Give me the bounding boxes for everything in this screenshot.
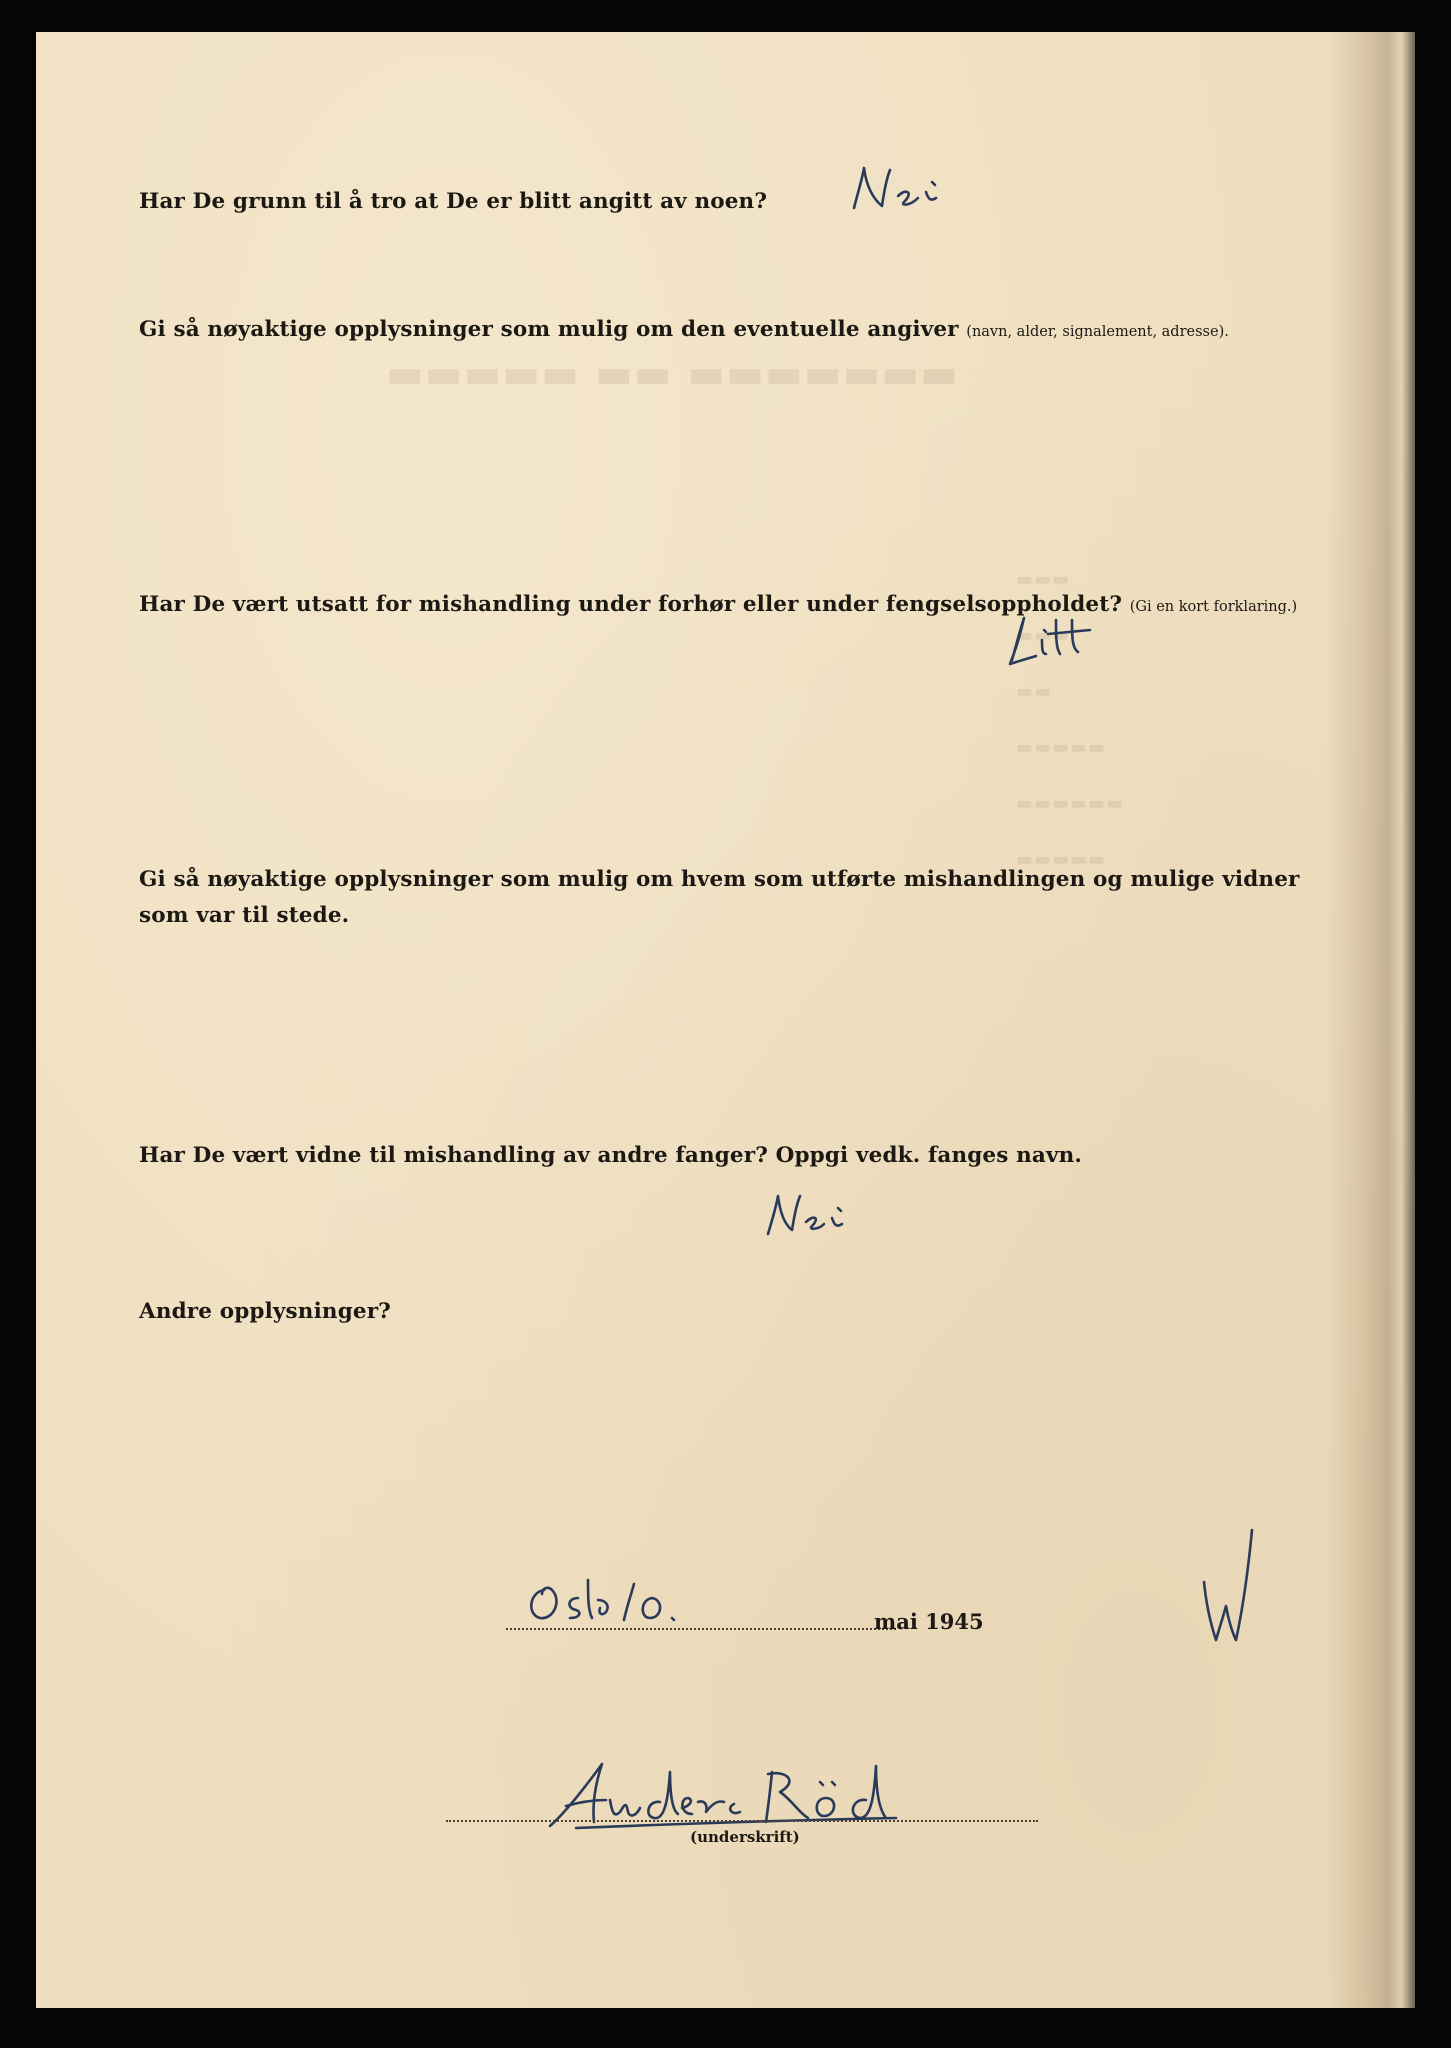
question-perpetrators bbox=[139, 862, 1300, 934]
question-mistreatment bbox=[139, 587, 1297, 625]
question-denounced bbox=[139, 184, 767, 220]
question-mistreatment-text: Har De vært utsatt for mishandling under forhør eller under fengselsoppholdet? bbox=[139, 592, 1123, 617]
bleed-through-text: ▬▬▬▬▬ ▬▬ ▬▬▬▬▬▬▬ bbox=[386, 350, 959, 397]
question-informer-details-text: Gi så nøyaktige opplysninger som mulig om den eventuelle angiver bbox=[139, 317, 959, 342]
question-perpetrators-line1: Gi så nøyaktige opplysninger som mulig om hvem som utførte mishandlingen og mulige vidner bbox=[139, 867, 1300, 892]
page-edge-shadow bbox=[1325, 32, 1415, 2008]
question-witness-text: Har De vært vidne til mishandling av andre fanger? Oppgi vedk. fanges navn. bbox=[139, 1143, 1083, 1168]
answer-witness-handwriting bbox=[760, 1190, 860, 1244]
document-page bbox=[36, 32, 1415, 2008]
question-denounced-text: Har De grunn til å tro at De er blitt angitt av noen? bbox=[139, 189, 768, 214]
signature-dotted-line bbox=[446, 1820, 1038, 1822]
question-other-info-text: Andre opplysninger? bbox=[139, 1299, 391, 1324]
question-other-info bbox=[139, 1294, 391, 1330]
question-informer-details bbox=[139, 312, 1229, 350]
question-mistreatment-note: (Gi en kort forklaring.) bbox=[1129, 599, 1298, 615]
date-month-year: mai 1945 bbox=[874, 1609, 984, 1634]
question-perpetrators-line2: som var til stede. bbox=[139, 903, 350, 928]
date-dotted-line bbox=[506, 1628, 896, 1630]
signature-caption: (underskrift) bbox=[690, 1828, 800, 1846]
answer-denounced-handwriting bbox=[848, 162, 958, 222]
bleed-through-lines: ▬▬▬ ▬▬▬ ▬▬ ▬▬▬▬▬ ▬▬▬▬▬▬ ▬▬▬▬▬ bbox=[1016, 569, 1125, 870]
question-witness bbox=[139, 1138, 1082, 1174]
question-informer-details-note: (navn, alder, signalement, adresse). bbox=[966, 324, 1229, 340]
initial-mark-handwriting bbox=[1196, 1522, 1266, 1652]
